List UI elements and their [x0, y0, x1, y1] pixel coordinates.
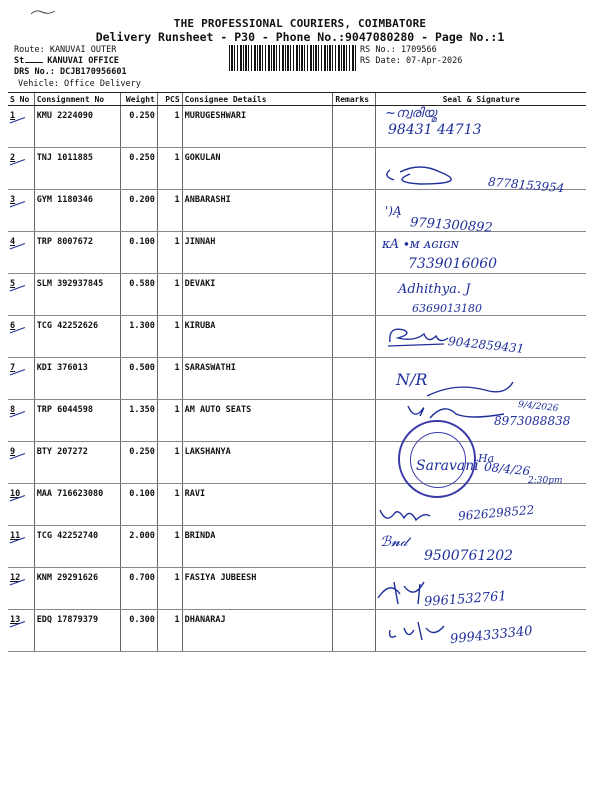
row-weight	[120, 484, 157, 526]
rs-date: RS Date: 07-Apr-2026	[360, 56, 463, 66]
signature-9: Saravani	[416, 458, 479, 474]
vehicle-label: Vehicle: Office Delivery	[18, 79, 141, 89]
row-pcs-text: 1	[174, 153, 180, 163]
row-consignee-name	[182, 484, 333, 526]
row-weight	[120, 316, 157, 358]
table-row	[8, 190, 586, 232]
row-remarks	[333, 526, 376, 568]
row-consignment-no	[34, 568, 120, 610]
row-sno-text: 11	[10, 531, 21, 541]
row-pcs	[157, 190, 182, 232]
row-consignee-name-text: LAKSHANYA	[184, 447, 231, 457]
row-sno-text: 7	[10, 363, 16, 373]
row-consignment-no-text: MAA 716623080	[36, 489, 104, 499]
row-weight	[120, 190, 157, 232]
row-consignment-no-text: KDI 376013	[36, 363, 88, 373]
col-weight: Weight	[120, 93, 157, 106]
row-weight-text: 0.300	[129, 615, 155, 625]
signature-12-mark	[374, 576, 430, 608]
row-remarks	[333, 400, 376, 442]
signature-9-time: 2:30pm	[528, 476, 563, 486]
row-pcs-text: 1	[174, 573, 180, 583]
row-remarks	[333, 568, 376, 610]
col-seal-signature: Seal & Signature	[376, 93, 586, 106]
row-sno-text: 8	[10, 405, 16, 415]
signature-12-phone: 9961532761	[423, 589, 508, 610]
col-consignment: Consignment No	[34, 93, 120, 106]
row-consignment-no-text: EDQ 17879379	[36, 615, 99, 625]
row-sno-text: 10	[10, 489, 21, 499]
row-weight	[120, 274, 157, 316]
runsheet-title: Delivery Runsheet - P30 - Phone No.:9047080280 - Page No.:1	[95, 30, 505, 44]
row-consignment-no-text: SLM 392937845	[36, 279, 104, 289]
row-weight-text: 1.300	[129, 321, 155, 331]
row-consignment-no	[34, 400, 120, 442]
row-consignee-name-text: BRINDA	[184, 531, 216, 541]
signature-7-mark	[425, 378, 515, 400]
row-consignee-name	[182, 232, 333, 274]
row-consignee-name	[182, 526, 333, 568]
row-consignment-no	[34, 610, 120, 652]
row-weight-text: 0.250	[129, 111, 155, 121]
row-consignee-name-text: DEVAKI	[184, 279, 216, 289]
row-consignment-no	[34, 232, 120, 274]
row-consignee-name-text: AM AUTO SEATS	[184, 405, 252, 415]
row-pcs	[157, 484, 182, 526]
row-remarks	[333, 358, 376, 400]
row-sno-text: 9	[10, 447, 16, 457]
signature-13-mark	[384, 618, 448, 644]
row-consignment-no	[34, 316, 120, 358]
signature-6-mark	[384, 322, 454, 350]
row-consignment-no	[34, 148, 120, 190]
row-consignment-no-text: KMU 2224090	[36, 111, 93, 121]
row-pcs	[157, 358, 182, 400]
col-pcs: PCS	[157, 93, 182, 106]
signature-1-phone: 98431 44713	[388, 122, 482, 138]
row-sno-text: 4	[10, 237, 16, 247]
row-remarks	[333, 106, 376, 148]
row-pcs	[157, 610, 182, 652]
row-consignment-no-text: GYM 1180346	[36, 195, 93, 205]
row-consignee-name	[182, 442, 333, 484]
row-sno-text: 2	[10, 153, 16, 163]
row-consignee-name-text: RAVI	[184, 489, 206, 499]
row-consignee-name-text: FASIYA JUBEESH	[184, 573, 257, 583]
row-pcs	[157, 442, 182, 484]
row-pcs	[157, 526, 182, 568]
row-consignee-name	[182, 190, 333, 232]
row-consignee-name-text: JINNAH	[184, 237, 216, 247]
row-pcs-text: 1	[174, 615, 180, 625]
row-consignment-no	[34, 106, 120, 148]
signature-6-phone: 9042859431	[447, 334, 525, 356]
row-weight-text: 0.100	[129, 489, 155, 499]
route-label: Route: KANUVAI OUTER	[14, 45, 117, 55]
signature-10-phone: 9626298522	[457, 502, 535, 524]
row-weight	[120, 400, 157, 442]
row-consignment-no	[34, 442, 120, 484]
row-weight-text: 0.700	[129, 573, 155, 583]
row-sno-text: 3	[10, 195, 16, 205]
row-consignee-name	[182, 400, 333, 442]
signature-8-date: 9/4/2026	[517, 399, 559, 415]
row-pcs	[157, 232, 182, 274]
row-remarks	[333, 232, 376, 274]
row-remarks	[333, 484, 376, 526]
col-sno: S No	[8, 93, 34, 106]
row-remarks	[333, 442, 376, 484]
row-weight	[120, 106, 157, 148]
table-row	[8, 274, 586, 316]
row-weight-text: 0.250	[129, 153, 155, 163]
signature-5-phone: 6369013180	[412, 302, 482, 315]
row-weight-text: 0.500	[129, 363, 155, 373]
row-consignment-no	[34, 484, 120, 526]
row-consignee-name-text: KIRUBA	[184, 321, 216, 331]
row-consignee-name-text: MURUGESHWARI	[184, 111, 247, 121]
row-pcs-text: 1	[174, 489, 180, 499]
col-remarks: Remarks	[333, 93, 376, 106]
row-pcs	[157, 106, 182, 148]
row-pcs-text: 1	[174, 447, 180, 457]
row-consignment-no-text: TRP 6044598	[36, 405, 93, 415]
signature-2-mark	[380, 160, 480, 190]
row-consignment-no-text: BTY 207272	[36, 447, 88, 457]
row-weight-text: 0.100	[129, 237, 155, 247]
row-consignee-name-text: GOKULAN	[184, 153, 221, 163]
row-consignment-no	[34, 190, 120, 232]
row-remarks	[333, 316, 376, 358]
signature-9-date: 08/4/26	[483, 459, 531, 479]
signature-8-phone: 8973088838	[494, 414, 571, 428]
row-consignment-no	[34, 358, 120, 400]
row-pcs-text: 1	[174, 279, 180, 289]
row-pcs	[157, 316, 182, 358]
row-consignee-name	[182, 316, 333, 358]
row-pcs	[157, 400, 182, 442]
row-remarks	[333, 274, 376, 316]
col-consignee: Consignee Details	[182, 93, 333, 106]
row-pcs	[157, 568, 182, 610]
row-weight-text: 1.350	[129, 405, 155, 415]
row-pcs-text: 1	[174, 531, 180, 541]
row-pcs-text: 1	[174, 321, 180, 331]
signature-3-phone: 9791300892	[409, 215, 494, 236]
signature-4: ᴋA ∙ᴍ ᴀɢɪɢɴ	[382, 237, 459, 252]
row-pcs-text: 1	[174, 405, 180, 415]
row-remarks	[333, 610, 376, 652]
barcode	[229, 45, 357, 71]
row-consignee-name-text: DHANARAJ	[184, 615, 226, 625]
row-consignee-name	[182, 568, 333, 610]
row-sno-text: 6	[10, 321, 16, 331]
row-sno-text: 13	[10, 615, 21, 625]
row-consignment-no	[34, 274, 120, 316]
station-prefix: St	[14, 56, 25, 66]
row-pcs	[157, 148, 182, 190]
signature-4-phone: 7339016060	[408, 256, 498, 272]
row-consignment-no-text: TCG 42252626	[36, 321, 99, 331]
station-label	[14, 56, 119, 66]
row-pcs	[157, 274, 182, 316]
signature-9-mark: Ha	[478, 452, 495, 465]
signature-7-note: N/R	[396, 370, 428, 389]
row-consignee-name	[182, 358, 333, 400]
row-consignment-no-text: KNM 29291626	[36, 573, 99, 583]
row-pcs-text: 1	[174, 195, 180, 205]
row-sno-text: 5	[10, 279, 16, 289]
signature-11: ℬ𝓷𝒹	[380, 534, 408, 550]
row-weight	[120, 148, 157, 190]
row-consignee-name-text: ANBARASHI	[184, 195, 231, 205]
row-remarks	[333, 148, 376, 190]
table-row	[8, 232, 586, 274]
rs-number: RS No.: 1709566	[360, 45, 437, 55]
signature-3: ')Ą	[385, 204, 402, 218]
table-row	[8, 106, 586, 148]
row-weight	[120, 232, 157, 274]
row-consignment-no-text: TCG 42252740	[36, 531, 99, 541]
signature-10-mark	[376, 502, 434, 528]
row-consignee-name	[182, 106, 333, 148]
row-weight	[120, 568, 157, 610]
row-consignment-no	[34, 526, 120, 568]
row-sno-text: 12	[10, 573, 21, 583]
row-consignee-name	[182, 274, 333, 316]
row-weight-text: 0.580	[129, 279, 155, 289]
signature-13-phone: 9994333340	[449, 623, 534, 648]
row-weight-text: 0.250	[129, 447, 155, 457]
row-weight	[120, 358, 157, 400]
row-consignment-no-text: TRP 8007672	[36, 237, 93, 247]
drs-number: DRS No.: DCJB170956601	[14, 67, 127, 77]
row-remarks	[333, 190, 376, 232]
row-consignee-name-text: SARASWATHI	[184, 363, 236, 373]
signature-1: ~ന്വരിയ്മ	[385, 106, 437, 121]
row-consignment-no-text: TNJ 1011885	[36, 153, 93, 163]
company-title: THE PROFESSIONAL COURIERS, COIMBATORE	[173, 17, 427, 30]
office-name: KANUVAI OFFICE	[47, 56, 119, 66]
row-weight-text: 2.000	[129, 531, 155, 541]
row-weight	[120, 526, 157, 568]
row-weight-text: 0.200	[129, 195, 155, 205]
signature-2-phone: 8778153954	[487, 174, 565, 196]
row-pcs-text: 1	[174, 237, 180, 247]
row-pcs-text: 1	[174, 111, 180, 121]
table-header-row	[8, 93, 586, 106]
row-sno-text: 1	[10, 111, 16, 121]
row-pcs-text: 1	[174, 363, 180, 373]
signature-5-name: Adhithya. J	[398, 282, 471, 297]
signature-11-phone: 9500761202	[424, 548, 514, 564]
row-weight	[120, 442, 157, 484]
row-weight	[120, 610, 157, 652]
row-consignee-name	[182, 610, 333, 652]
row-consignee-name	[182, 148, 333, 190]
